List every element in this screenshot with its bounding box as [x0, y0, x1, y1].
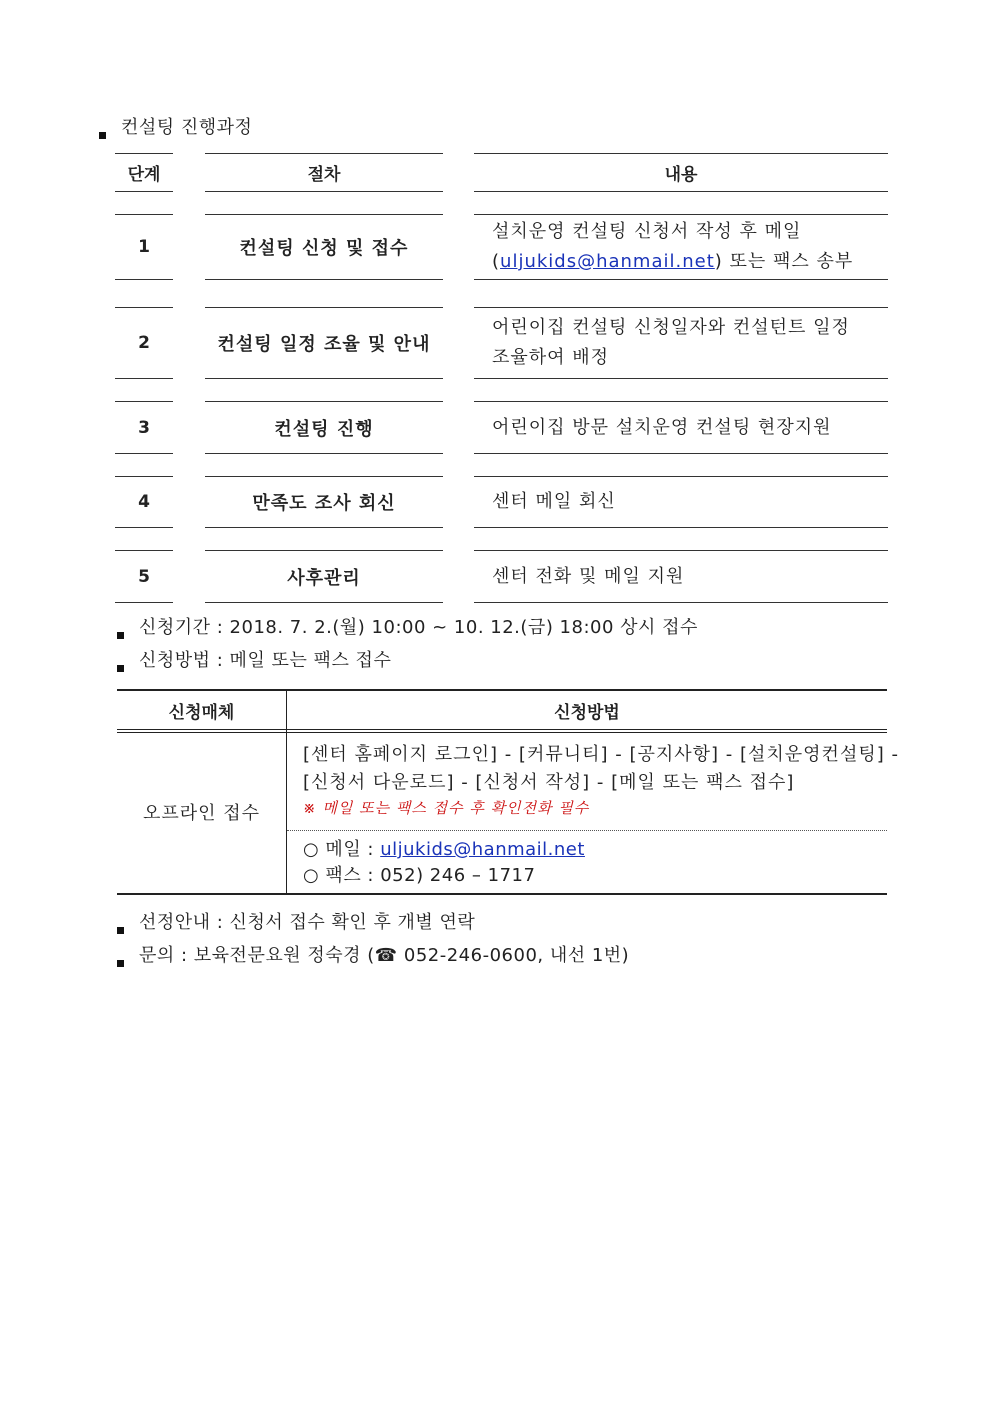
procedure-3: 컨설팅 진행: [205, 401, 443, 454]
media-offline: 오프라인 접수: [142, 803, 261, 824]
content-3: [474, 401, 888, 454]
section-title: 컨설팅 진행과정: [121, 117, 253, 138]
step-number-4: 4: [115, 476, 173, 528]
steps-text: [303, 741, 899, 797]
steps-line1: [센터 홈페이지 로그인] - [커뮤니티] - [공지사항] - [설치운영컨설팅] -: [303, 744, 899, 765]
step-number-1: 1: [115, 214, 173, 280]
header-content: 내용: [474, 153, 888, 192]
period-bullet: [117, 624, 124, 643]
selection-text: 선정안내 : 신청서 접수 확인 후 개별 연락: [139, 912, 476, 933]
email-line: ○ 메일 : uljukids@hanmail.net: [303, 839, 585, 860]
content-1-line1: 설치운영 컨설팅 신청서 작성 후 메일: [492, 221, 802, 242]
email-link[interactable]: uljukids@hanmail.net: [500, 251, 715, 272]
apply-table: [117, 689, 899, 895]
method-bullet: [117, 657, 124, 676]
content-5-line1: 센터 전화 및 메일 지원: [492, 565, 685, 587]
content-1: [474, 214, 888, 280]
procedure-4: 만족도 조사 회신: [205, 476, 443, 528]
procedure-2: 컨설팅 일정 조율 및 안내: [205, 307, 443, 379]
content-4: [474, 476, 888, 528]
steps-line2: [신청서 다운로드] - [신청서 작성] - [메일 또는 팩스 접수]: [303, 772, 795, 793]
content-2: [474, 307, 888, 379]
inquiry-bullet: [117, 952, 124, 971]
header-method: 신청방법: [554, 702, 620, 723]
header-step: 단계: [115, 153, 173, 192]
section-bullet: [99, 124, 106, 143]
content-2-line2: 조율하여 배정: [492, 347, 610, 368]
procedure-5: 사후관리: [205, 550, 443, 603]
step-number-5: 5: [115, 550, 173, 603]
content-2-line1: 어린이집 컨설팅 신청일자와 컨설턴트 일정: [492, 317, 850, 338]
content-5: [474, 550, 888, 603]
header-procedure: 절차: [205, 153, 443, 192]
inquiry-text: 문의 : 보육전문요원 정숙경 (☎ 052-246-0600, 내선 1번): [139, 945, 630, 966]
email-link-2[interactable]: uljukids@hanmail.net: [380, 839, 585, 860]
confirm-call-note: ※ 메일 또는 팩스 접수 후 확인전화 필수: [303, 799, 590, 817]
fax-line: ○ 팩스 : 052) 246 – 1717: [303, 865, 536, 886]
content-3-line1: 어린이집 방문 설치운영 컨설팅 현장지원: [492, 416, 832, 438]
step-number-3: 3: [115, 401, 173, 454]
method-text: 신청방법 : 메일 또는 팩스 접수: [139, 650, 392, 671]
content-4-line1: 센터 메일 회신: [492, 491, 616, 512]
procedure-1: 컨설팅 신청 및 접수: [205, 214, 443, 280]
content-1-line2: (uljukids@hanmail.net) 또는 팩스 송부: [492, 251, 854, 272]
header-media: 신청매체: [168, 702, 235, 723]
period-text: 신청기간 : 2018. 7. 2.(월) 10:00 ~ 10. 12.(금) 18:00 상시 접수: [139, 617, 698, 638]
step-number-2: 2: [115, 307, 173, 379]
selection-bullet: [117, 919, 124, 938]
